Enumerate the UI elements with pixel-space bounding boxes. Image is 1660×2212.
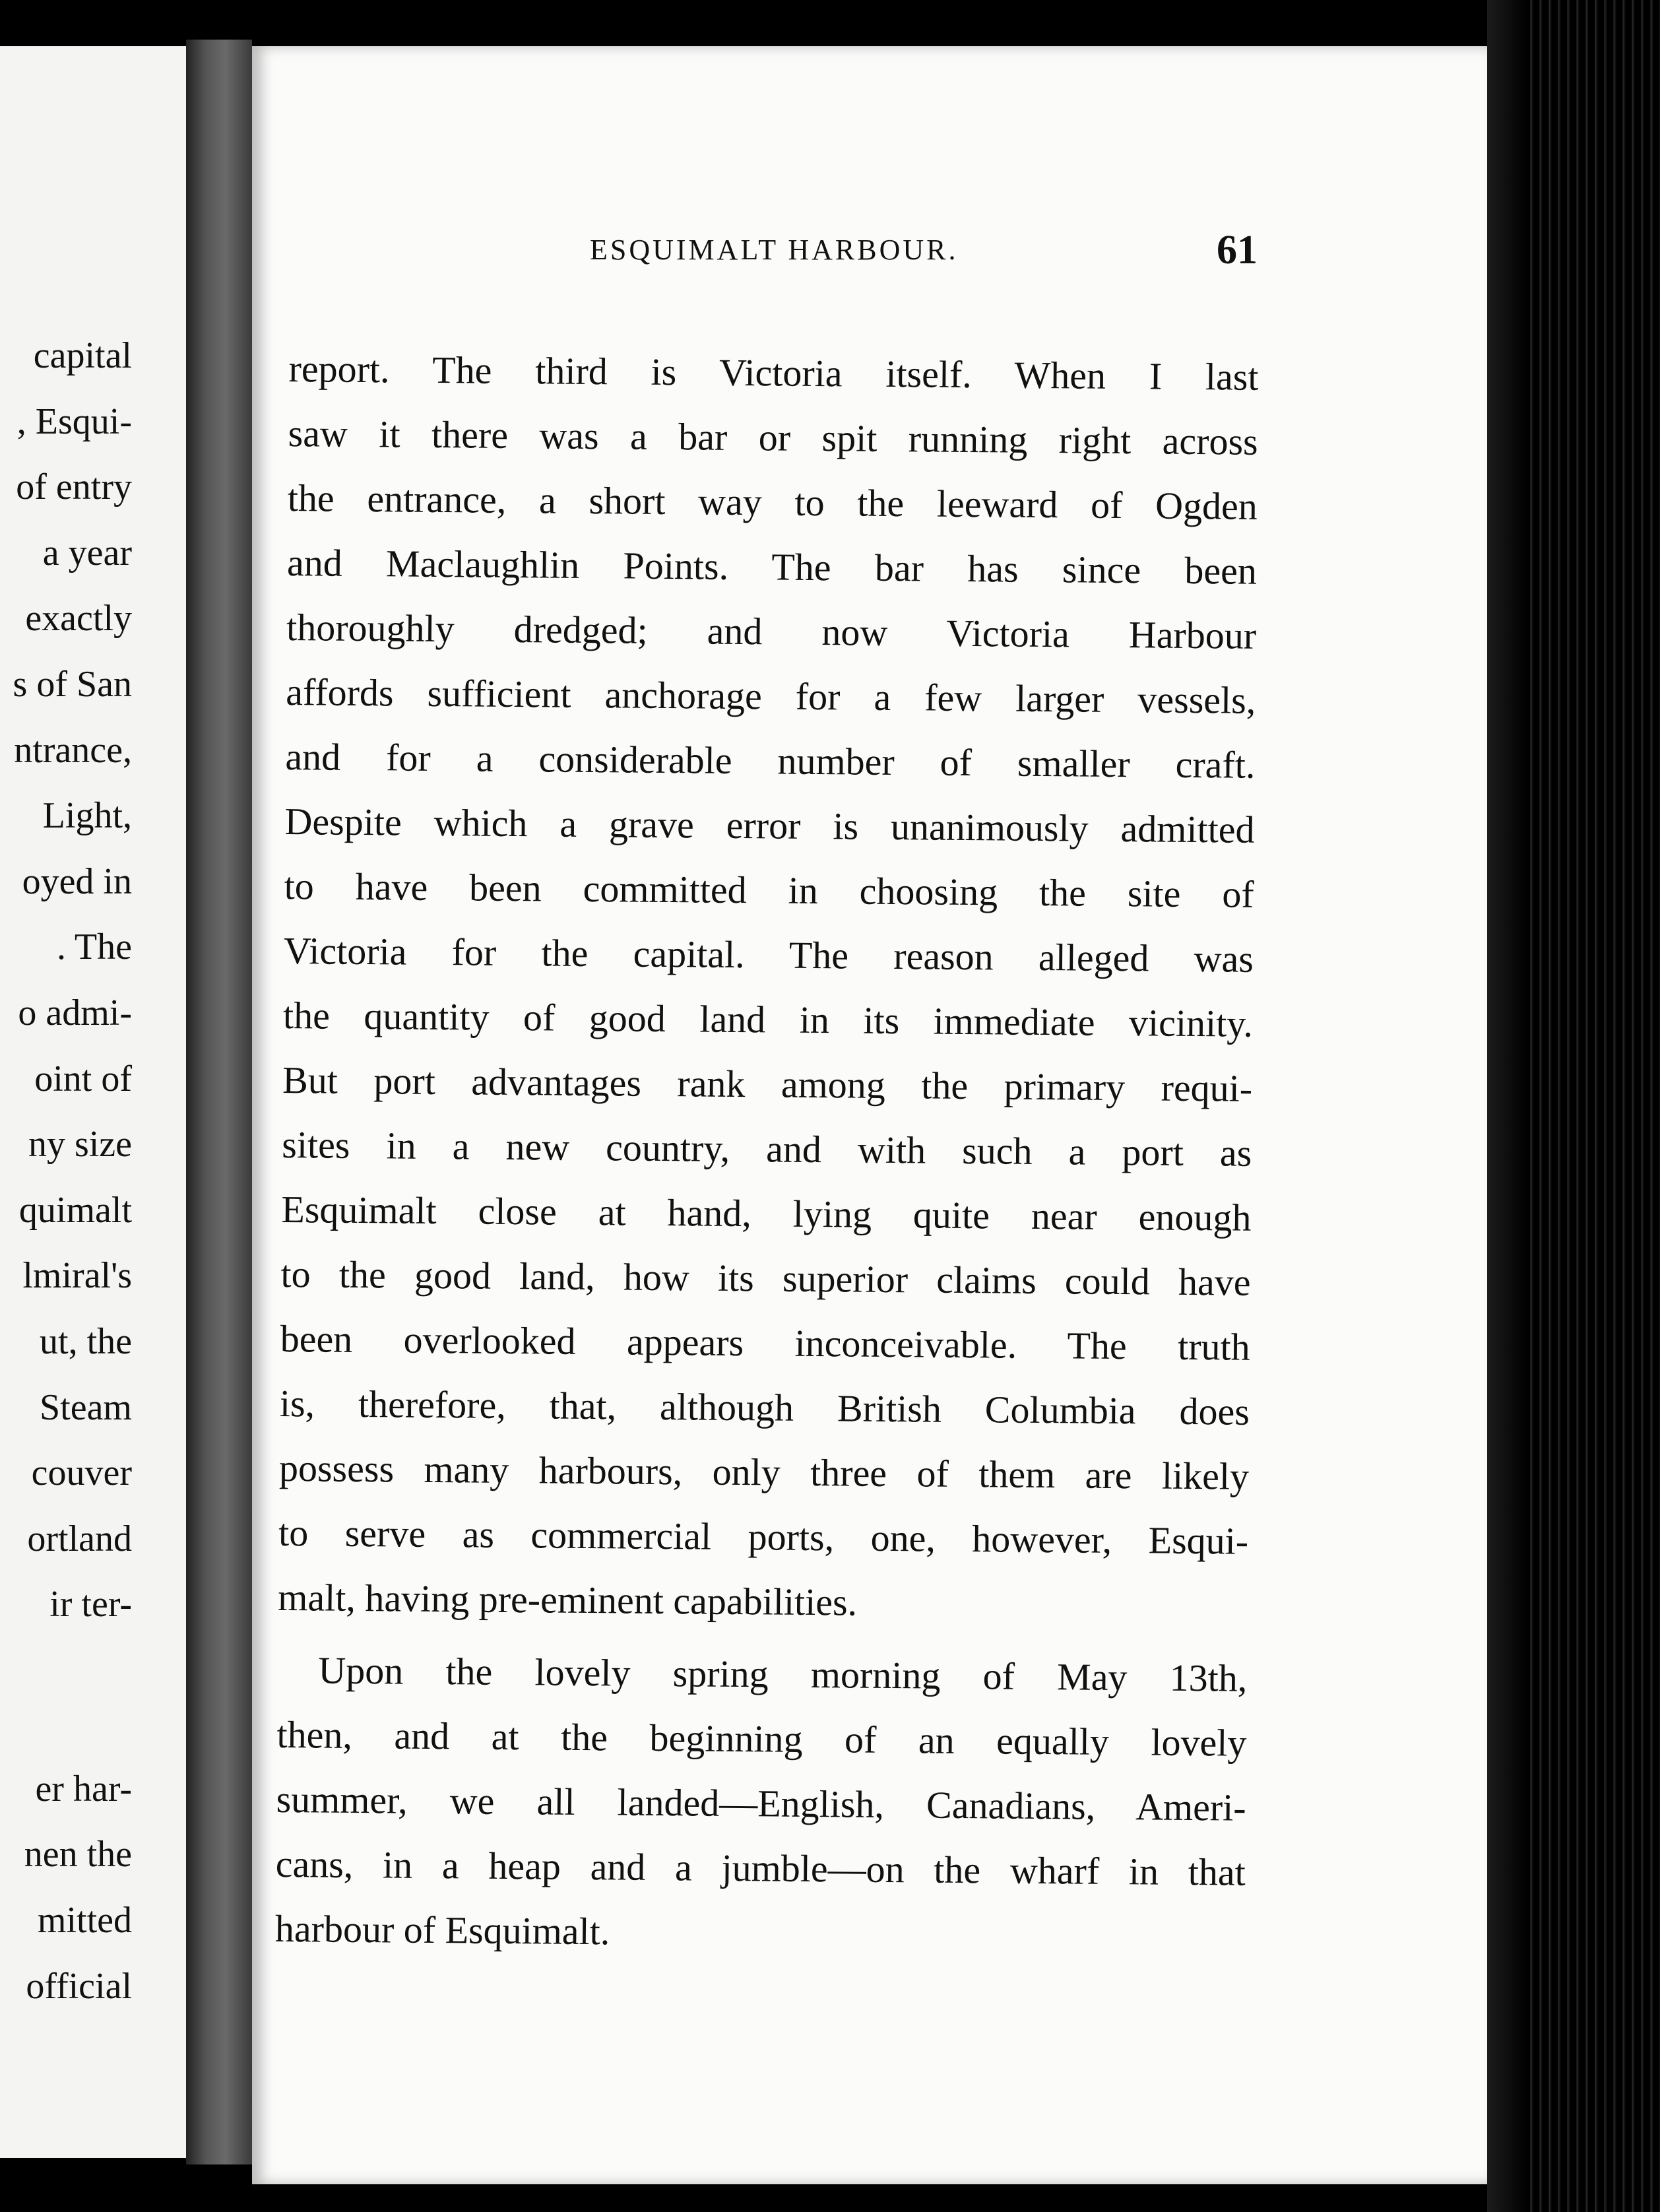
- text-line: But port advantages rank among the primary requi-: [282, 1058, 1253, 1110]
- text-line: saw it there was a bar or spit running right across: [288, 411, 1258, 463]
- left-line: ir ter-: [49, 1584, 132, 1625]
- body-text: [275, 337, 1259, 1970]
- left-line: mitted: [37, 1900, 132, 1941]
- left-line: ut, the: [40, 1320, 132, 1362]
- left-line: of entry: [16, 467, 132, 508]
- left-line: ny size: [28, 1124, 132, 1165]
- left-paragraph-gap: [13, 1638, 132, 1757]
- left-page: [0, 46, 186, 2158]
- text-line: is, therefore, that, although British Columbia does: [279, 1381, 1250, 1433]
- left-line: quimalt: [18, 1189, 132, 1231]
- text-line: malt, having pre-eminent capabilities.: [278, 1575, 858, 1624]
- left-line: official: [26, 1965, 132, 2007]
- text-line: Upon the lovely spring morning of May 13th,: [318, 1648, 1248, 1700]
- left-line: . The: [56, 927, 132, 968]
- left-page-text: [13, 323, 132, 2019]
- left-line: nen the: [24, 1834, 132, 1875]
- text-line: to have been committed in choosing the site of: [284, 864, 1254, 916]
- book-page-edges: [1487, 0, 1660, 2212]
- text-line: to serve as commercial ports, one, however, Esqui-: [278, 1511, 1249, 1563]
- left-line: exactly: [25, 598, 132, 639]
- text-line: Esquimalt close at hand, lying quite near enough: [281, 1187, 1252, 1239]
- book-page: [252, 46, 1487, 2184]
- left-line: , Esqui-: [16, 401, 132, 442]
- text-line: the entrance, a short way to the leeward of Ogden: [287, 476, 1258, 528]
- text-line: then, and at the beginning of an equally lovely: [276, 1712, 1247, 1765]
- text-line: the quantity of good land in its immediate vicinity.: [282, 993, 1254, 1045]
- book-gutter: [186, 40, 252, 2164]
- left-line: a year: [42, 532, 132, 573]
- text-line: thoroughly dredged; and now Victoria Harbour: [286, 605, 1257, 657]
- left-line: er har-: [35, 1768, 132, 1809]
- running-head: [252, 220, 1487, 280]
- text-line: to the good land, how its superior claims could have: [280, 1252, 1251, 1304]
- running-title: ESQUIMALT HARBOUR.: [590, 234, 959, 266]
- left-line: capital: [33, 335, 132, 376]
- text-line: possess many harbours, only three of them are likely: [278, 1446, 1250, 1498]
- text-line: summer, we all landed—English, Canadians, Ameri-: [276, 1777, 1246, 1829]
- left-line: Steam: [40, 1386, 132, 1428]
- left-line: oyed in: [22, 861, 132, 902]
- page-edge-shadow: [1487, 0, 1528, 2212]
- text-line: report. The third is Victoria itself. When I last: [288, 346, 1259, 399]
- text-line: and Maclaughlin Points. The bar has since been: [286, 540, 1258, 593]
- left-line: ntrance,: [14, 729, 132, 771]
- left-line: Light,: [42, 795, 132, 837]
- text-line: and for a considerable number of smaller craft.: [285, 734, 1256, 787]
- left-line: oint of: [34, 1058, 132, 1099]
- text-line: affords sufficient anchorage for a few larger vessels,: [286, 670, 1256, 722]
- text-line: Victoria for the capital. The reason alleged was: [283, 928, 1254, 981]
- page-number: 61: [1217, 228, 1258, 273]
- left-line: ortland: [27, 1518, 132, 1559]
- left-line: o admi-: [18, 992, 132, 1033]
- left-line: couver: [31, 1452, 132, 1494]
- text-line: Despite which a grave error is unanimously admitted: [284, 799, 1255, 851]
- text-line: been overlooked appears inconceivable. The truth: [280, 1317, 1250, 1369]
- left-line: lmiral's: [22, 1255, 132, 1297]
- text-line: sites in a new country, and with such a port as: [282, 1122, 1252, 1175]
- text-line: cans, in a heap and a jumble—on the wharf in that: [275, 1842, 1246, 1894]
- text-line: harbour of Esquimalt.: [274, 1906, 610, 1953]
- left-line: s of San: [13, 663, 132, 705]
